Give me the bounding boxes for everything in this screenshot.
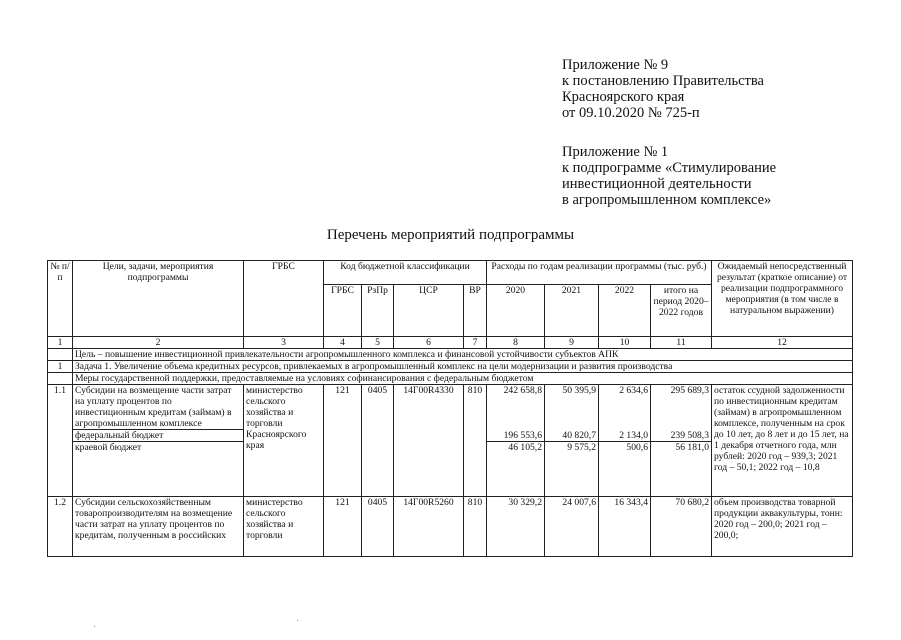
- header-grbs: ГРБС: [244, 261, 324, 337]
- subprogram-header-line: инвестиционной деятельности: [562, 176, 752, 192]
- goal-row: [48, 349, 853, 361]
- item-rzpr: 0405: [362, 385, 394, 497]
- subheader-vr: ВР: [464, 285, 487, 337]
- subheader-2022: 2022: [599, 285, 651, 337]
- item-csr: 14Г00R5260: [394, 497, 464, 557]
- federal-budget-label: федеральный бюджет: [73, 430, 244, 442]
- task-row-text: Задача 1. Увеличение объема кредитных ресурсов, привлекаемых в агропромышленный комплекс на цели модернизации и развития производства: [73, 361, 853, 373]
- column-number: 12: [712, 337, 853, 349]
- header-row: [48, 261, 853, 285]
- item-result: объем производства товарной продукции аквакультуры, тонн: 2020 год – 200,0; 2021 год – 200,0;: [712, 497, 853, 557]
- column-number: 11: [651, 337, 712, 349]
- measures-table: [47, 260, 853, 557]
- regional-total: 56 181,0: [651, 442, 712, 497]
- item-2021: 50 395,9: [545, 385, 599, 430]
- item-2020: 30 329,2: [487, 497, 545, 557]
- appendix-header-line: от 09.10.2020 № 725-п: [562, 105, 700, 121]
- column-number: 8: [487, 337, 545, 349]
- item-name: Субсидии на возмещение части затрат на уплату процентов по инвестиционным кредитам (займам) в агропромышленном комплексе: [73, 385, 244, 430]
- item-2021: 24 007,6: [545, 497, 599, 557]
- item-grbs: 121: [324, 385, 362, 497]
- item-2020: 242 658,8: [487, 385, 545, 430]
- measures-row-text: Меры государственной поддержки, предоставляемые на условиях софинансирования с федеральным бюджетом: [73, 373, 853, 385]
- column-number: 10: [599, 337, 651, 349]
- item-grbs-name: министерство сельского хозяйства и торговли: [244, 497, 324, 557]
- item-vr: 810: [464, 497, 487, 557]
- scan-speck: ·: [296, 616, 300, 627]
- appendix-header-line: Красноярского края: [562, 89, 685, 105]
- item-csr: 14Г00R4330: [394, 385, 464, 497]
- item-2022: 16 343,4: [599, 497, 651, 557]
- item-total: 295 689,3: [651, 385, 712, 430]
- column-number: 2: [73, 337, 244, 349]
- item-2022: 2 634,6: [599, 385, 651, 430]
- subprogram-header-line: в агропромышленном комплексе»: [562, 192, 772, 208]
- page-bottom-margin: [47, 558, 860, 640]
- goal-row-num: [48, 349, 73, 361]
- column-number: 1: [48, 337, 73, 349]
- federal-total: 239 508,3: [651, 430, 712, 442]
- subheader-2021: 2021: [545, 285, 599, 337]
- table-row: [48, 385, 853, 430]
- federal-2021: 40 820,7: [545, 430, 599, 442]
- item-name: Субсидии сельскохозяйственным товаропроизводителям на возмещение части затрат на уплату процентов по кредитам, полученным в российских: [73, 497, 244, 557]
- column-number: 9: [545, 337, 599, 349]
- header-goals: Цели, задачи, мероприятия подпрограммы: [73, 261, 244, 337]
- appendix-header: [562, 57, 764, 121]
- subprogram-header-line: к подпрограмме «Стимулирование: [562, 160, 777, 176]
- column-number: 3: [244, 337, 324, 349]
- column-number: 6: [394, 337, 464, 349]
- subheader-total: итого на период 2020–2022 годов: [651, 285, 712, 337]
- table-row: [48, 497, 853, 557]
- header-expenses: Расходы по годам реализации программы (тыс. руб.): [487, 261, 712, 285]
- appendix-header-line: Приложение № 9: [562, 57, 669, 73]
- goal-row-text: Цель – повышение инвестиционной привлекательности агропромышленного комплекса и финансовой устойчивости субъектов АПК: [73, 349, 853, 361]
- subheader-rzpr: РзПр: [362, 285, 394, 337]
- header-result: Ожидаемый непосредственный результат (краткое описание) от реализации подпрограммного мероприятия (в том числе в натуральном выражении): [712, 261, 853, 337]
- federal-2020: 196 553,6: [487, 430, 545, 442]
- task-row-num: 1: [48, 361, 73, 373]
- regional-budget-label: краевой бюджет: [73, 442, 244, 497]
- column-number: 5: [362, 337, 394, 349]
- subprogram-header-line: Приложение № 1: [562, 144, 669, 160]
- regional-2021: 9 575,2: [545, 442, 599, 497]
- column-number: 4: [324, 337, 362, 349]
- subheader-2020: 2020: [487, 285, 545, 337]
- header-num: № п/п: [48, 261, 73, 337]
- regional-2022: 500,6: [599, 442, 651, 497]
- regional-2020: 46 105,2: [487, 442, 545, 497]
- item-grbs: 121: [324, 497, 362, 557]
- measures-row-num: [48, 373, 73, 385]
- subheader-csr: ЦСР: [394, 285, 464, 337]
- column-number: 7: [464, 337, 487, 349]
- scan-speck: ·: [93, 622, 97, 633]
- column-number-row: [48, 337, 853, 349]
- federal-2022: 2 134,0: [599, 430, 651, 442]
- header-budget-code: Код бюджетной классификации: [324, 261, 487, 285]
- item-vr: 810: [464, 385, 487, 497]
- subprogram-header: [562, 144, 776, 208]
- appendix-header-line: к постановлению Правительства: [562, 73, 764, 89]
- item-grbs-name: министерство сельского хозяйства и торговли Красноярского края: [244, 385, 324, 497]
- measures-row: [48, 373, 853, 385]
- item-num: 1.2: [48, 497, 73, 557]
- task-row: [48, 361, 853, 373]
- item-rzpr: 0405: [362, 497, 394, 557]
- item-result: остаток ссудной задолженности по инвестиционным кредитам (займам) в агропромышленном комплексе, полученным на срок до 10 лет, до 8 лет и до 15 лет, на 1 декабря отчетного года, млн рублей: 2020 год – 939,3; 2021 год – 50,1; 2022 год – 10,8: [712, 385, 853, 497]
- item-num: 1.1: [48, 385, 73, 497]
- subheader-grbs: ГРБС: [324, 285, 362, 337]
- item-total: 70 680,2: [651, 497, 712, 557]
- document-title: Перечень мероприятий подпрограммы: [326, 227, 575, 243]
